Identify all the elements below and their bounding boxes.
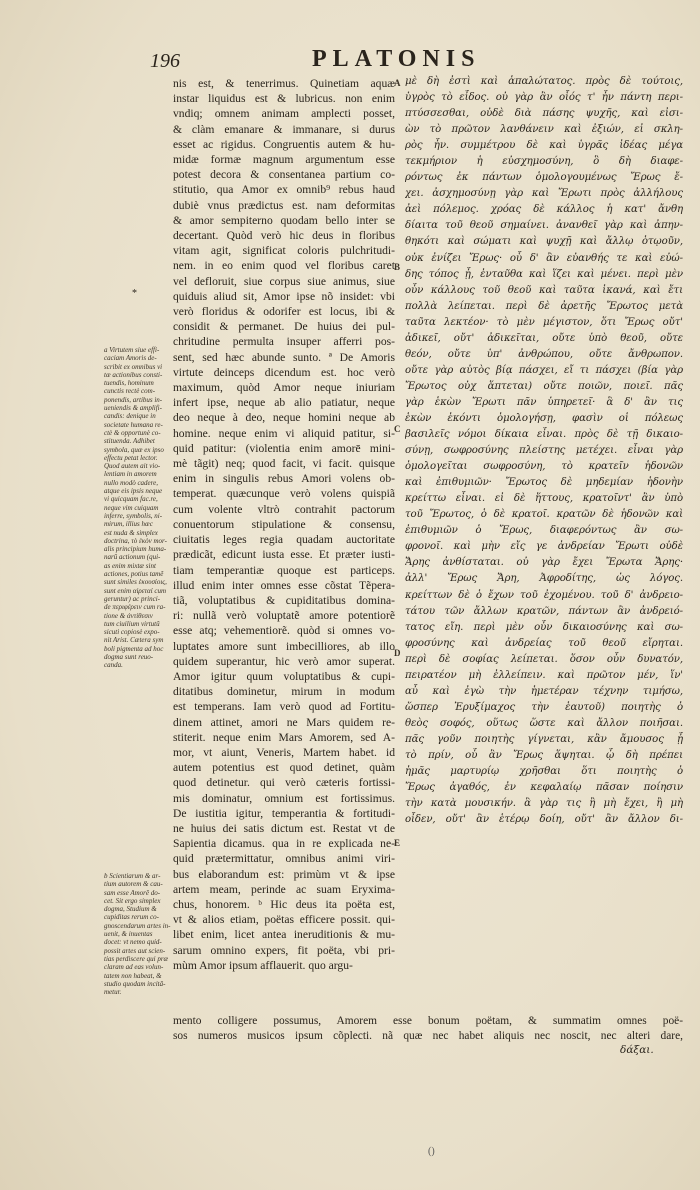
- margin-note-line: doctrina, τὸ ἑκὸν mor-: [104, 536, 167, 545]
- latin-line: dubiè vnus prædictus est. nam deformitas: [173, 198, 395, 212]
- greek-line: ὥσπερ Ἐρυξίμαχος τὴν ἑαυτοῦ) ποιητὴς ὁ: [405, 701, 683, 713]
- latin-line: prædicãt, edicunt iusta esse. Et præter iusti-: [173, 548, 395, 562]
- greek-line: αὖ καὶ ἐγὼ τὴν ἡμετέραν τέχνην τιμήσω,: [405, 685, 683, 697]
- section-letter-d: D: [394, 648, 401, 658]
- greek-line: Ἔρωτος οὐχ ἅπτεται) οὔτε ποιῶν, ποιεῖ. πᾶς: [405, 380, 683, 392]
- greek-line: πειρατέον μὴ ἐλλείπειν. καὶ πρῶτον μέν, ἵν': [405, 669, 683, 681]
- closing-line: sos numeros musicos ipsum cõplecti. nã quæ nec habet aliquis nec noscit, nec alteri dare,: [173, 1030, 683, 1042]
- margin-note-line: tum ciuilium virtutũ: [104, 619, 160, 628]
- latin-line: dinem attinet, amori ne Mars quidem re-: [173, 715, 395, 729]
- margin-note-line: atque eis ipsis neque: [104, 487, 163, 496]
- margin-note-line: cunctis rectè com-: [104, 387, 156, 396]
- latin-line: cum volente vltrò contrahit pactorum: [173, 502, 395, 516]
- greek-line: τάτου τῶν ἄλλων κρατῶν, πάντων ἂν ἀνδρειό-: [405, 605, 683, 617]
- margin-note-line: sunt similes ἑκουσίοις,: [104, 578, 167, 587]
- latin-line: enim in singulis rebus Amori volens ob-: [173, 472, 395, 486]
- full-width-closing-lines: [173, 1014, 683, 1044]
- greek-line: ρὸς ἦν. συμμέτρου δὲ καὶ ὑγρᾶς ἰδέας μέγα: [405, 140, 683, 152]
- latin-line: De iustitia igitur, temperantia & fortitudi-: [173, 806, 395, 820]
- latin-line: artem meam, perinde ac suam Eryxima-: [173, 882, 395, 896]
- margin-note-line: nit Arist. Cætera sym: [104, 636, 164, 645]
- margin-note-line: inferre, symbolis, ni-: [104, 511, 163, 520]
- latin-line: infert ipse, neque ab alio patiatur, neque: [173, 396, 395, 410]
- latin-line: tiam temperantiæ quoque est particeps.: [173, 563, 395, 577]
- greek-line: Ἄρης ἀνθίσταται. οὐ γὰρ ἔχει Ἔρωτα Ἄρης·: [405, 557, 683, 569]
- margin-note-line: gnoscendarum artes in-: [104, 921, 171, 930]
- latin-line: sarum omnino expers, fit poëta, vbi pri-: [173, 943, 395, 957]
- greek-line: βασιλεῖς νόμοι δίκαια εἶναι. πρὸς δὲ τῇ δικαιο-: [405, 429, 683, 441]
- latin-line: vitam agit, significat coloris pulchritudi-: [173, 244, 395, 258]
- margin-note-line: tuendis, hominum: [104, 379, 154, 388]
- greek-line: δης τόπος ᾖ, ἐνταῦθα καὶ ἵζει καὶ μένει. περὶ μὲν: [405, 268, 683, 280]
- latin-line: & clàm emanare & immanare, si durus: [173, 122, 395, 136]
- latin-line: mor, vt aiunt, Veneris, Martem habet. id: [173, 745, 395, 759]
- margin-note-line: cupiditas rerum co-: [104, 913, 159, 922]
- greek-line: θεόν, οὔτε ὑπ' ἀνθρώπου, οὔτε ἄνθρωπον.: [405, 348, 683, 360]
- greek-line: πολλὰ λείπεται. περὶ δὲ ἀρετῆς Ἔρωτος μετὰ: [405, 300, 683, 312]
- section-letter-c: C: [394, 424, 401, 434]
- margin-note-line: Quod autem ait vio-: [104, 462, 161, 471]
- greek-line: ἐπιθυμιῶν ὁ Ἔρως, διαφερόντως ἂν σω-: [405, 525, 683, 537]
- latin-line: Amor igitur quum voluptatibus & cupi-: [173, 669, 395, 683]
- greek-line: οὖν κάλλους τοῦ θεοῦ καὶ ταῦτα ἱκανά, καὶ ἔτι: [405, 284, 683, 296]
- margin-note-line: stituenda. Adhibet: [104, 437, 155, 446]
- margin-note-line: lentiam in amorem: [104, 470, 157, 479]
- greek-line: θηκότι καὶ σώματι καὶ ψυχῇ καὶ ἄλλῳ ὁτῳοῦν,: [405, 236, 683, 248]
- section-letter-b: B: [394, 262, 401, 272]
- greek-line: φροσύνης καὶ ἀνδρείας τοῦ θεοῦ εἴρηται.: [405, 637, 683, 649]
- greek-line: τὸ πρίν, οὗ ἂν Ἔρως ἅψηται. ᾧ δὴ πρέπει: [405, 749, 683, 761]
- latin-line: considit & permanet. De huius dei pul-: [173, 320, 395, 334]
- latin-line: quiduis aliud sit, Amor ipse nõ insidet: vbi: [173, 289, 395, 303]
- latin-line: homine. neque enim vi aliquid patitur, si-: [173, 426, 395, 440]
- latin-line: ditatibus dominetur, mirum in modum: [173, 685, 395, 699]
- latin-line: stiterit. neque enim Mars Amorem, sed A-: [173, 730, 395, 744]
- margin-note-line: claram ad eas volun-: [104, 963, 164, 972]
- greek-line: δίαιτα τοῦ θεοῦ σημαίνει. ἀνανθεῖ γὰρ καὶ ἀπην-: [405, 220, 683, 232]
- page-number: 196: [150, 50, 180, 72]
- latin-line: vndiq; omnem animam amplecti posset,: [173, 107, 395, 121]
- latin-line: maximum, quòd Amor neque iniuriam: [173, 381, 395, 395]
- section-letter-e: E: [394, 838, 401, 848]
- latin-line: esse atq; vehementiorẽ. quòd si omnes vo-: [173, 624, 395, 638]
- greek-text-column: [405, 74, 683, 828]
- greek-line: σύνῃ, σωφροσύνης πλείστης μετέχει. εἶναι γὰρ: [405, 445, 683, 457]
- latin-line: esset ac rigidus. Congruentis autem & hu-: [173, 137, 395, 151]
- greek-line: ἑκὼν ἑκόντι ὁμολογήσῃ, φασὶν οἱ πόλεως: [405, 412, 683, 424]
- latin-line: stitutio, qua Amor ex omnib⁹ rebus haud: [173, 183, 395, 197]
- margin-note-b: [104, 872, 172, 996]
- latin-line: illud enim inter omnes esse cõstat Tẽpera-: [173, 578, 395, 592]
- margin-note-line: tium autorem & cau-: [104, 880, 163, 889]
- margin-note-line: symbola, quæ ex ipso: [104, 445, 164, 454]
- latin-line: mis dominatur, omnium est fortissimus.: [173, 791, 395, 805]
- margin-note-line: dogma, Studium &: [104, 905, 157, 914]
- greek-line: ἡμᾶς μαρτυρίῳ χρῆσθαι ὅτι ποιητὴς ὁ: [405, 766, 683, 778]
- margin-note-line: possit artes aut scien-: [104, 946, 166, 955]
- greek-line: ἀεὶ πόλεμος. χρόας δὲ κάλλος ἡ κατ' ἄνθη: [405, 204, 683, 216]
- greek-line: κρείττων δὲ ὁ ἔχων τοῦ ἐχομένου. τοῦ δ' ἀνδρειο-: [405, 589, 683, 601]
- margin-note-line: a Virtutem siue effi-: [104, 346, 160, 354]
- greek-line: θεὸς σοφός, οὕτως ὥστε καὶ ἄλλον ποιῆσαι.: [405, 717, 683, 729]
- footnote-marker: *: [132, 288, 137, 299]
- margin-note-line: tione & ἀντίθεσιν: [104, 611, 153, 620]
- latin-line: vt & alios etiam, poëtas efficere possit. qui-: [173, 913, 395, 927]
- latin-line: instar liquidus est & lubricus. non enim: [173, 92, 395, 106]
- margin-note-line: candis: denique in: [104, 412, 156, 421]
- greek-line: τὴν κατὰ μουσικήν. ἃ γὰρ τις ἢ μὴ ἔχει, ἢ μὴ: [405, 798, 683, 810]
- margin-note-line: tatem non habeat, &: [104, 971, 162, 980]
- margin-note-line: actiones, potius tamẽ: [104, 570, 164, 579]
- margin-note-line: as enim mixtæ sint: [104, 561, 156, 570]
- margin-note-line: effectu petat lector.: [104, 453, 158, 462]
- margin-note-line: cet. Sit ergo simplex: [104, 896, 161, 905]
- latin-line: luptates amore sunt imbecilliores, ab illo: [173, 639, 395, 653]
- greek-line: φρονοῖ. καὶ μὴν εἴς γε ἀνδρείαν Ἔρωτι οὐδὲ: [405, 541, 683, 553]
- latin-line: verò floridus & odorifer est locus, ibi &: [173, 305, 395, 319]
- latin-line: mùm Amor ipsum afflauerit. quo argu-: [173, 958, 353, 972]
- margin-note-line: sam esse Amorẽ do-: [104, 888, 161, 897]
- greek-line: οἶδεν, οὔτ' ἂν ἑτέρῳ δοίη, οὔτ' ἂν ἄλλον δι-: [405, 814, 683, 826]
- closing-line: mento colligere possumus, Amorem esse bonum poëtam, & summatim omnes poë-: [173, 1015, 683, 1027]
- latin-line: potest decora & consentanea partium co-: [173, 168, 395, 182]
- margin-note-a: [104, 346, 172, 670]
- greek-line: τατος εἴη. περὶ μὲν οὖν δικαιοσύνης καὶ σω-: [405, 621, 683, 633]
- latin-line: chritudine permulta insuper afferri pos-: [173, 335, 395, 349]
- latin-line: quid patitur: (violentia enim amorē mini-: [173, 441, 395, 455]
- latin-line: quidem superantur, hic verò amor superat.: [173, 654, 395, 668]
- margin-note-line: b Scientiarum & ar-: [104, 872, 161, 880]
- margin-note-line: narũ actionum (qui-: [104, 553, 161, 562]
- greek-line: πᾶς γοῦν ποιητὴς γίγνεται, κἂν ἄμουσος ᾖ: [405, 733, 683, 745]
- greek-line: πτύσσεσθαι, οὐδὲ διὰ πάσης ψυχῆς, καὶ εἰσι-: [405, 108, 683, 120]
- margin-note-line: ueniendis & amplifi-: [104, 404, 162, 413]
- margin-note-line: ponendis, artibus in-: [104, 395, 163, 404]
- greek-line: ὼν τὸ πρῶτον λανθάνειν καὶ ἐξιών, εἰ σκλη-: [405, 124, 683, 136]
- margin-note-line: sunt enim αἱρεταί cum: [104, 586, 167, 595]
- margin-note-line: neque vim cuiquam: [104, 503, 159, 512]
- latin-line: midæ formæ magnum argumentum esse: [173, 153, 395, 167]
- greek-line: ἀδικεῖ, οὔτ' ἀδικεῖται, οὔτε ὑπὸ θεοῦ, οὔτε: [405, 332, 683, 344]
- latin-line: nem. in eo enim quod vel floribus caret: [173, 259, 395, 273]
- margin-note-line: studio quodam incitã-: [104, 979, 166, 988]
- latin-line: mè tãgit) neq; quod facit, vi facit. quisque: [173, 457, 395, 471]
- margin-note-line: dogma sunt reuo-: [104, 652, 154, 661]
- latin-line: ne huius dei satis dictum est. Restat vt de: [173, 821, 395, 835]
- greek-line: τεκμήριον ἡ εὐσχημοσύνη, ὃ δὴ διαφε-: [405, 156, 683, 168]
- latin-line: est temperans. Iam verò quod ad Fortitu-: [173, 700, 395, 714]
- margin-note-line: docet: vt nemo quid-: [104, 938, 162, 947]
- greek-line: γὰρ ἑκὼν Ἔρωτι πᾶν ὑπηρετεῖ· ἃ δ' ἂν τις: [405, 396, 683, 408]
- greek-line: ρόντως ἐκ πάντων ὁμολογουμένως Ἔρως ἔ-: [405, 172, 683, 184]
- latin-line: ciuitatis leges regia quadam auctoritate: [173, 533, 395, 547]
- margin-note-line: scribit ex omnibus vi: [104, 362, 163, 371]
- margin-note-line: caciam Amoris de-: [104, 354, 157, 363]
- margin-note-line: societate humana re-: [104, 420, 163, 429]
- latin-line: sent, sed hæc abunde sunto. ª De Amoris: [173, 350, 395, 364]
- margin-note-line: mirum, illius hæc: [104, 520, 153, 529]
- margin-note-line: metur.: [104, 988, 122, 997]
- greek-line: τοῦ Ἔρωτος, ὁ δὲ κρατοῖ. κρατῶν δὲ ἡδονῶν καὶ: [405, 509, 683, 521]
- latin-translation-column: [173, 76, 395, 973]
- latin-line: Sapientia dicamus. qua in re explicada ne-: [173, 837, 395, 851]
- greek-line: ὑγρὸς τὸ εἶδος. οὐ γὰρ ἂν οἷός τ' ἦν πάντη περι-: [405, 92, 683, 104]
- bottom-mark: (): [428, 1146, 435, 1157]
- running-head-title: PLATONIS: [312, 46, 481, 72]
- margin-note-line: est nuda & simplex: [104, 528, 158, 537]
- latin-line: bus elaborandum est: primùm vt & ipse: [173, 867, 395, 881]
- greek-line: οὔτε γὰρ αὐτὸς βίᾳ πάσχει, εἴ τι πάσχει (βία γὰρ: [405, 364, 683, 376]
- greek-line: καὶ ἐπιθυμιῶν· Ἔρωτος δὲ μηδεμίαν ἡδονὴν: [405, 477, 683, 489]
- latin-line: conuentorum stipulatione & consensu,: [173, 517, 395, 531]
- greek-line: ὁμολογεῖται σωφροσύνη, τὸ κρατεῖν ἡδονῶν: [405, 461, 683, 473]
- latin-line: chus, honorem. ᵇ Hic deus ita poëta est,: [173, 897, 395, 911]
- latin-line: ri: nullã verò voluptatẽ amore potentiorẽ: [173, 609, 395, 623]
- margin-note-line: geruntur) ac princi-: [104, 594, 160, 603]
- latin-line: temperat. quæcunque verò volens quispiã: [173, 487, 395, 501]
- closing-greek-word: δάξαι.: [620, 1044, 654, 1056]
- greek-line: οὐκ ἐνίζει Ἔρως· οὗ δ' ἂν εὐανθής τε καὶ εὐώ-: [405, 252, 683, 264]
- margin-note-line: nullo modò cadere,: [104, 478, 158, 487]
- section-letter-a: A: [394, 78, 401, 88]
- latin-line: decertant. Quòd verò hic deus in floribus: [173, 229, 395, 243]
- latin-line: & amor sempiterno quodam bello inter se: [173, 213, 395, 227]
- margin-note-line: canda.: [104, 661, 123, 670]
- margin-note-line: vi quicquam fac.re,: [104, 495, 158, 504]
- latin-line: quid prætermittatur, omnibus animi viri-: [173, 852, 395, 866]
- latin-line: vel defloruit, siue corpus siue animus, siue: [173, 274, 395, 288]
- margin-note-line: tias perdiscere qui præ: [104, 954, 169, 963]
- latin-line: tiã, voluptatibus & cupiditatibus domina-: [173, 593, 395, 607]
- greek-line: χει. ἀσχημοσύνῃ γὰρ καὶ Ἔρωτι πρὸς ἀλλήλους: [405, 188, 683, 200]
- greek-line: ἀλλ' Ἔρως Ἄρη, Ἀφροδίτης, ὡς λόγος.: [405, 573, 683, 585]
- greek-line: ταῦτα λεκτέον· τὸ μὲν μέγιστον, ὅτι Ἔρως οὔτ': [405, 316, 683, 328]
- margin-note-line: boli pigmenta ad hoc: [104, 644, 164, 653]
- greek-line: Ἔρως ἀγαθός, ἐν κεφαλαίῳ πᾶσαν ποίησιν: [405, 782, 683, 794]
- greek-line: μὲ δὴ ἐστὶ καὶ ἁπαλώτατος. πρὸς δὲ τούτοις,: [405, 76, 683, 87]
- margin-note-line: de περιφέρειν cum ra-: [104, 603, 166, 612]
- latin-line: virtute deinceps dicendum est. hoc verò: [173, 365, 395, 379]
- margin-note-line: tæ actionibus consti-: [104, 370, 163, 379]
- margin-note-line: uenit, & inuentas: [104, 930, 153, 939]
- greek-line: κρείττω εἶναι. εἰ δὲ ἥττους, κρατοῖντ' ἂν ὑπὸ: [405, 493, 683, 505]
- latin-line: autem potentius est quod detinet, quàm: [173, 761, 395, 775]
- greek-line: περὶ δὲ σοφίας λείπεται. ὅσον οὖν δυνατόν,: [405, 653, 683, 665]
- margin-note-line: ctè & opportunè co-: [104, 428, 161, 437]
- margin-note-line: alis principium huma-: [104, 545, 167, 554]
- margin-note-line: sicuti copiosè expo-: [104, 628, 160, 637]
- latin-line: libet enim, licet antea ineruditionis & mu-: [173, 928, 395, 942]
- latin-line: nis est, & tenerrimus. Quinetiam aquæ: [173, 77, 395, 90]
- latin-line: quod detinetur. qui verò cæteris fortissi-: [173, 776, 395, 790]
- latin-line: deo neque à deo, neque homini neque ab: [173, 411, 395, 425]
